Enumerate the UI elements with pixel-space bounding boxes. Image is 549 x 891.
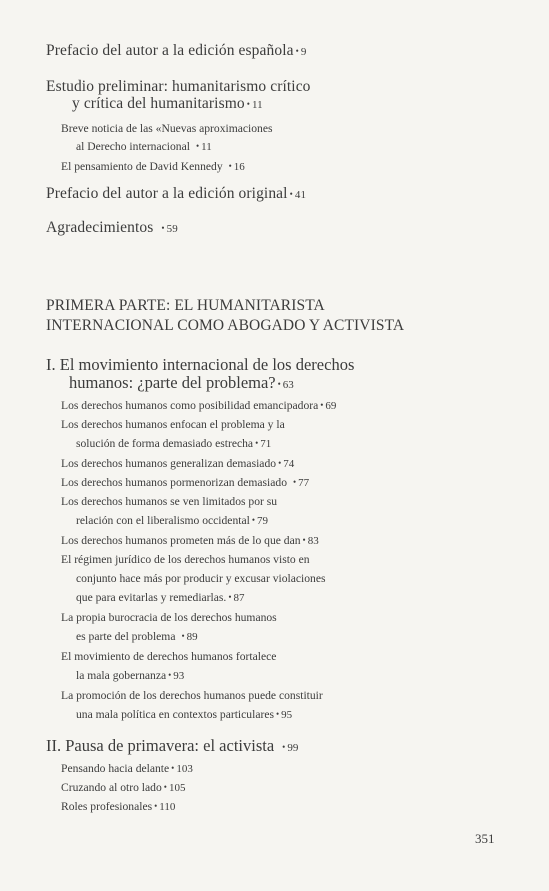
page-number: 9 [300, 46, 307, 58]
page-number: 93 [173, 670, 185, 682]
page-number: 105 [168, 782, 186, 794]
entry-title: El pensamiento de David Kennedy [61, 160, 223, 173]
ch1-item-1 [61, 399, 336, 412]
entry-title: Estudio preliminar: humanitarismo crítico [46, 78, 311, 95]
bullet-dot: • [246, 99, 250, 109]
entry-title-cont: la mala gobernanza [76, 669, 167, 682]
page-number: 95 [281, 709, 293, 721]
bullet-dot: • [181, 631, 185, 641]
bullet-dot: • [154, 801, 158, 811]
entry-title: Los derechos humanos como posibilidad emancipadora [61, 399, 319, 412]
entry-title: Los derechos humanos prometen más de lo que dan [61, 534, 301, 547]
entry-title: Los derechos humanos se ven limitados por su [61, 495, 278, 508]
page-number: 63 [282, 379, 294, 391]
part-title: PRIMERA PARTE: EL HUMANITARISTA [46, 297, 325, 314]
bullet-dot: • [251, 515, 255, 525]
bullet-dot: • [277, 379, 281, 389]
bullet-dot: • [275, 709, 280, 719]
entry-title-cont: una mala política en contextos particulares [76, 708, 274, 721]
ch1-item-7 [61, 553, 310, 566]
bullet-dot: • [228, 161, 232, 171]
ch1-item-8-cont [76, 630, 198, 643]
toc-entry-estudio-preliminar-cont [72, 95, 263, 113]
page-number: 99 [287, 742, 299, 754]
entry-title: La promoción de los derechos humanos puede constituir [61, 689, 323, 702]
toc-subentry-breve-noticia-cont [76, 140, 212, 153]
entry-title: Cruzando al otro lado [61, 781, 162, 794]
ch1-item-2 [61, 418, 285, 431]
page-number: 41 [294, 189, 307, 201]
chapter-title-cont: humanos: ¿parte del problema? [69, 373, 276, 392]
toc-entry-prefacio-original [46, 185, 306, 203]
entry-title: Pensando hacia delante [61, 762, 170, 775]
ch1-item-10 [61, 689, 323, 702]
entry-title-cont: relación con el liberalismo occidental [76, 514, 250, 527]
bullet-dot: • [255, 438, 259, 448]
page-number: 103 [176, 763, 193, 775]
chapter-title: II. Pausa de primavera: el activista [46, 736, 275, 755]
ch1-item-3 [61, 457, 294, 470]
entry-title: Los derechos humanos pormenorizan demasiado [61, 476, 288, 489]
page-number: 110 [159, 801, 176, 813]
bullet-dot: • [320, 400, 324, 410]
bullet-dot: • [163, 782, 167, 792]
ch1-item-9 [61, 650, 276, 663]
bullet-dot: • [295, 46, 299, 56]
chapter-2-title [46, 736, 298, 756]
chapter-title: I. El movimiento internacional de los derechos [46, 355, 355, 374]
bullet-dot: • [293, 477, 297, 487]
toc-entry-agradecimientos [46, 219, 178, 237]
chapter-1-title [46, 355, 354, 375]
bullet-dot: • [278, 458, 282, 468]
entry-title: Prefacio del autor a la edición española [46, 42, 294, 59]
ch2-item-2 [61, 781, 185, 794]
entry-title: Breve noticia de las «Nuevas aproximaciones [61, 122, 273, 135]
entry-title: El movimiento de derechos humanos fortalece [61, 650, 277, 663]
ch1-item-6 [61, 534, 319, 547]
toc-entry-prefacio-espanola [46, 42, 306, 60]
entry-title: Agradecimientos [46, 219, 154, 236]
part-title-cont: INTERNACIONAL COMO ABOGADO Y ACTIVISTA [46, 317, 405, 334]
entry-title: La propia burocracia de los derechos humanos [61, 611, 277, 624]
ch1-item-2-cont [76, 437, 271, 450]
bullet-dot: • [161, 223, 165, 233]
ch1-item-5-cont [76, 514, 268, 527]
bullet-dot: • [228, 592, 232, 602]
page-number: 83 [307, 535, 319, 547]
bullet-dot: • [168, 670, 172, 680]
page-number: 11 [251, 99, 263, 111]
page-folio: 351 [475, 831, 495, 846]
page-number: 16 [233, 161, 245, 173]
entry-title: Prefacio del autor a la edición original [46, 185, 288, 202]
page-number: 89 [186, 631, 198, 643]
part-heading-line1 [46, 297, 325, 315]
entry-title-cont: y crítica del humanitarismo [72, 95, 245, 112]
toc-entry-estudio-preliminar [46, 78, 311, 96]
ch1-item-4 [61, 476, 309, 489]
ch1-item-5 [61, 495, 277, 508]
ch1-item-8 [61, 611, 277, 624]
ch1-item-7-cont [76, 572, 326, 585]
ch2-item-3 [61, 800, 175, 813]
page-number: 79 [257, 515, 268, 527]
page-number: 59 [166, 223, 178, 235]
toc-subentry-david-kennedy [61, 160, 245, 173]
page-number: 69 [325, 400, 337, 412]
entry-title: Los derechos humanos generalizan demasiado [61, 457, 277, 470]
page-number: 11 [201, 141, 212, 153]
bullet-dot: • [302, 535, 306, 545]
page-number: 87 [233, 592, 245, 604]
entry-title-cont: conjunto hace más por producir y excusar violaciones [76, 572, 326, 585]
entry-title-cont: solución de forma demasiado estrecha [76, 437, 254, 450]
entry-title-cont: al Derecho internacional [76, 140, 190, 153]
bullet-dot: • [195, 141, 200, 151]
ch2-item-1 [61, 762, 193, 775]
bullet-dot: • [171, 763, 175, 773]
toc-subentry-breve-noticia [61, 122, 273, 135]
page-number: 74 [283, 458, 295, 470]
part-heading-line2 [46, 317, 404, 335]
entry-title: Los derechos humanos enfocan el problema y la [61, 418, 285, 431]
entry-title-cont: que para evitarlas y remediarlas. [76, 591, 227, 604]
bullet-dot: • [289, 189, 293, 199]
ch1-item-7-cont2 [76, 591, 244, 604]
page-number: 71 [260, 438, 272, 450]
entry-title: El régimen jurídico de los derechos humanos visto en [61, 553, 310, 566]
entry-title: Roles profesionales [61, 800, 153, 813]
chapter-1-title-cont [69, 373, 294, 393]
ch1-item-10-cont [76, 708, 292, 721]
entry-title-cont: es parte del problema [76, 630, 176, 643]
bullet-dot: • [282, 742, 286, 752]
ch1-item-9-cont [76, 669, 184, 682]
page-number: 77 [298, 477, 310, 489]
